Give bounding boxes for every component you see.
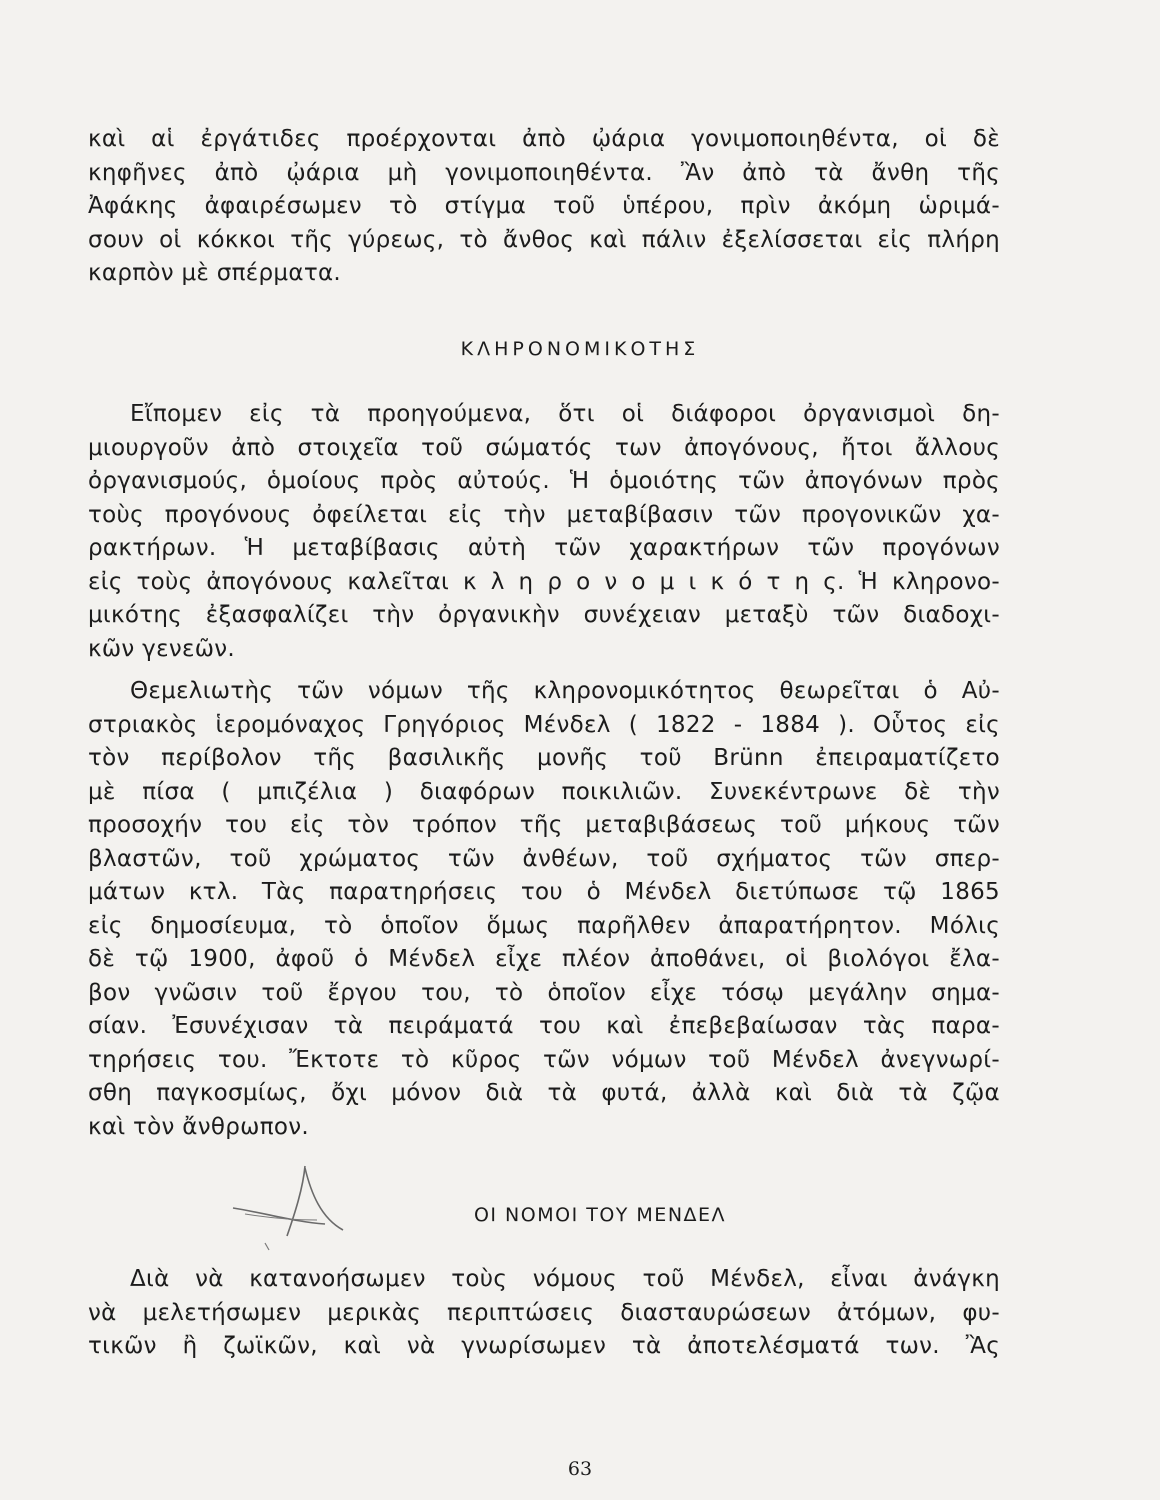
text-line: Θεμελιωτὴς τῶν νόμων τῆς κληρονομικότητος θεωρεῖται ὁ Αὐ- [130, 678, 1000, 704]
text-line: Εἴπομεν εἰς τὰ προηγούμενα, ὅτι οἱ διάφοροι ὀργανισμοὶ δη- [130, 401, 1000, 427]
text-line: βον γνῶσιν τοῦ ἔργου του, τὸ ὁποῖον εἶχε τόσῳ μεγάλην σημα- [88, 979, 1000, 1006]
text-line: μιουργοῦν ἀπὸ στοιχεῖα τοῦ σώματός των ἀπογόνους, ἤτοι ἄλλους [88, 434, 1000, 461]
text-line: τικῶν ἢ ζωϊκῶν, καὶ νὰ γνωρίσωμεν τὰ ἀποτελέσματά των. Ἂς [88, 1333, 1000, 1359]
text-line: εἰς τοὺς ἀπογόνους καλεῖται κ λ η ρ ο ν ο μ ι κ ό τ η ς. Ἡ κληρονο- [88, 568, 1000, 595]
heredity-paragraph-1 [88, 398, 1000, 666]
text-line: δὲ τῷ 1900, ἀφοῦ ὁ Μένδελ εἶχε πλέον ἀποθάνει, οἱ βιολόγοι ἔλα- [88, 946, 1000, 972]
page-number: 63 [567, 1458, 593, 1480]
text-line: νὰ μελετήσωμεν μερικὰς περιπτώσεις διασταυρώσεων ἀτόμων, φυ- [88, 1299, 1000, 1326]
text-line: εἰς δημοσίευμα, τὸ ὁποῖον ὅμως παρῆλθεν ἀπαρατήρητον. Μόλις [88, 912, 1000, 939]
text-line: τηρήσεις του. Ἔκτοτε τὸ κῦρος τῶν νόμων τοῦ Μένδελ ἀνεγνωρί- [88, 1046, 1000, 1073]
text-line: τοὺς προγόνους ὀφείλεται εἰς τὴν μεταβίβασιν τῶν προγονικῶν χα- [88, 501, 1000, 528]
text-line: σουν οἱ κόκκοι τῆς γύρεως, τὸ ἄνθος καὶ πάλιν ἐξελίσσεται εἰς πλήρη [88, 226, 1000, 253]
text-line: κῶν γενεῶν. [88, 635, 236, 662]
text-line: Ἀφάκης ἀφαιρέσωμεν τὸ στίγμα τοῦ ὑπέρου, πρὶν ἀκόμη ὡριμά- [88, 193, 1000, 219]
text-line: προσοχήν του εἰς τὸν τρόπον τῆς μεταβιβάσεως τοῦ μήκους τῶν [88, 812, 1000, 838]
text-line: μικότης ἐξασφαλίζει τὴν ὀργανικὴν συνέχειαν μεταξὺ τῶν διαδοχι- [88, 602, 1000, 628]
text-line: ὀργανισμούς, ὁμοίους πρὸς αὐτούς. Ἡ ὁμοιότης τῶν ἀπογόνων πρὸς [88, 468, 1000, 494]
text-line: Διὰ νὰ κατανοήσωμεν τοὺς νόμους τοῦ Μένδελ, εἶναι ἀνάγκη [130, 1266, 1000, 1292]
text-line: καὶ αἱ ἐργάτιδες προέρχονται ἀπὸ ᾠάρια γονιμοποιηθέντα, οἱ δὲ [88, 126, 1000, 152]
text-line: μάτων κτλ. Τὰς παρατηρήσεις του ὁ Μένδελ διετύπωσε τῷ 1865 [88, 879, 1000, 905]
heredity-paragraph-2 [88, 675, 1000, 1144]
text-line: κηφῆνες ἀπὸ ᾠάρια μὴ γονιμοποιηθέντα. Ἂν ἀπὸ τὰ ἄνθη τῆς [88, 159, 1000, 186]
text-line: στριακὸς ἱερομόναχος Γρηγόριος Μένδελ ( 1822 - 1884 ). Οὗτος εἰς [88, 711, 1000, 738]
text-line: καρπὸν μὲ σπέρματα. [88, 260, 342, 286]
mendel-laws-paragraph-1 [88, 1263, 1000, 1364]
text-line: σθη παγκοσμίως, ὄχι μόνον διὰ τὰ φυτά, ἀλλὰ καὶ διὰ τὰ ζῷα [88, 1080, 1000, 1106]
section-heading-mendel-laws: ΟΙ ΝΟΜΟΙ ΤΟΥ ΜΕΝΔΕΛ [473, 1204, 727, 1226]
intro-paragraph [88, 123, 1000, 291]
text-line: βλαστῶν, τοῦ χρώματος τῶν ἀνθέων, τοῦ σχήματος τῶν σπερ- [88, 845, 1000, 872]
text-line: τὸν περίβολον τῆς βασιλικῆς μονῆς τοῦ Brünn ἐπειραματίζετο [88, 745, 1000, 771]
section-heading-heredity: ΚΛΗΡΟΝΟΜΙΚΟΤΗΣ [460, 338, 700, 360]
text-line: σίαν. Ἐσυνέχισαν τὰ πειράματά του καὶ ἐπεβεβαίωσαν τὰς παρα- [88, 1013, 1000, 1039]
text-line: καὶ τὸν ἄνθρωπον. [88, 1113, 310, 1140]
text-line: μὲ πίσα ( μπιζέλια ) διαφόρων ποικιλιῶν. Συνεκέντρωνε δὲ τὴν [88, 778, 1000, 805]
text-line: ρακτήρων. Ἡ μεταβίβασις αὐτὴ τῶν χαρακτήρων τῶν προγόνων [88, 535, 1000, 561]
